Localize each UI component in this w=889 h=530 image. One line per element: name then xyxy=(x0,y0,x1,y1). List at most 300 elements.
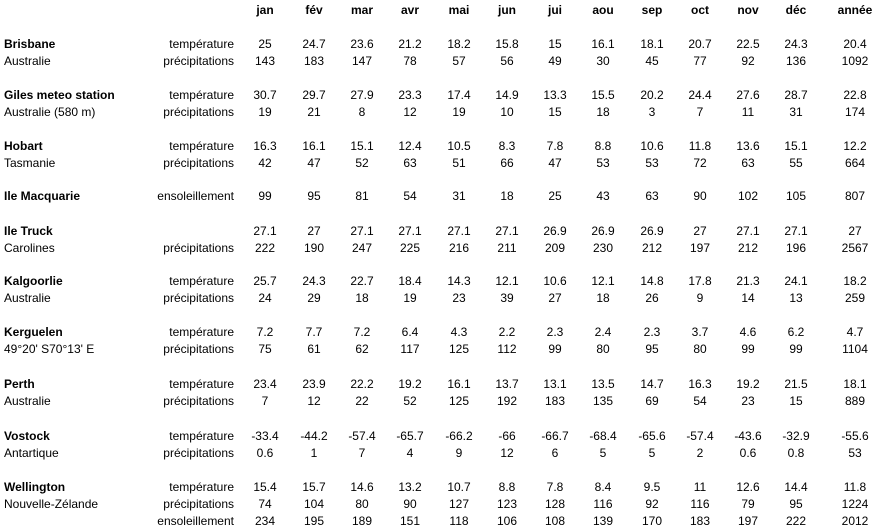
month-header: oct xyxy=(691,3,709,17)
data-cell: 54 xyxy=(693,394,707,408)
data-cell: 19 xyxy=(452,105,466,119)
data-cell: 135 xyxy=(592,394,614,408)
data-cell: 25 xyxy=(548,189,562,203)
annual-cell: 11.8 xyxy=(843,480,867,494)
data-cell: 139 xyxy=(592,514,614,528)
annual-cell: 22.8 xyxy=(843,88,867,102)
data-cell: 125 xyxy=(448,394,470,408)
month-header: aou xyxy=(592,3,614,17)
data-cell: 63 xyxy=(645,189,659,203)
data-cell: 21 xyxy=(307,105,321,119)
data-cell: 16.1 xyxy=(447,377,471,391)
data-cell: 63 xyxy=(403,156,417,170)
data-cell: -32.9 xyxy=(782,429,810,443)
data-cell: 9 xyxy=(696,291,704,305)
data-cell: 106 xyxy=(496,514,518,528)
data-cell: 18.2 xyxy=(447,37,471,51)
data-cell: 14 xyxy=(741,291,755,305)
data-cell: 27 xyxy=(548,291,562,305)
data-cell: 47 xyxy=(548,156,562,170)
data-cell: 197 xyxy=(737,514,759,528)
data-cell: 11 xyxy=(693,480,707,494)
station-subtitle: Australie (580 m) xyxy=(4,105,96,119)
station-subtitle: 49°20' S70°13' E xyxy=(4,342,95,356)
month-header: avr xyxy=(400,3,420,17)
data-cell: 31 xyxy=(452,189,466,203)
row-label: température xyxy=(169,377,234,391)
data-cell: 53 xyxy=(596,156,610,170)
row-label: ensoleillement xyxy=(157,514,234,528)
data-cell: 2 xyxy=(696,446,704,460)
data-cell: 17.4 xyxy=(447,88,471,102)
data-cell: 19 xyxy=(403,291,417,305)
data-cell: 10 xyxy=(500,105,514,119)
data-cell: 212 xyxy=(641,241,663,255)
data-cell: 5 xyxy=(599,446,607,460)
data-cell: 14.6 xyxy=(350,480,374,494)
data-cell: 45 xyxy=(645,54,659,68)
data-cell: 15 xyxy=(789,394,803,408)
data-cell: 99 xyxy=(258,189,272,203)
data-cell: 13.1 xyxy=(543,377,567,391)
data-cell: -66.2 xyxy=(445,429,473,443)
data-cell: 136 xyxy=(785,54,807,68)
annual-cell: 2012 xyxy=(841,514,869,528)
month-header: fév xyxy=(305,3,323,17)
data-cell: 63 xyxy=(741,156,755,170)
data-cell: 123 xyxy=(496,497,518,511)
data-cell: 10.7 xyxy=(447,480,471,494)
data-cell: 22 xyxy=(355,394,369,408)
data-cell: 24.1 xyxy=(784,274,808,288)
data-cell: 7 xyxy=(261,394,269,408)
data-cell: 16.1 xyxy=(591,37,615,51)
data-cell: 92 xyxy=(741,54,755,68)
data-cell: -66.7 xyxy=(541,429,569,443)
data-cell: 62 xyxy=(355,342,369,356)
data-cell: 12.1 xyxy=(495,274,519,288)
data-cell: 151 xyxy=(399,514,421,528)
data-cell: 51 xyxy=(452,156,466,170)
data-cell: 18 xyxy=(355,291,369,305)
data-cell: 43 xyxy=(596,189,610,203)
data-cell: 90 xyxy=(693,189,707,203)
data-cell: 1 xyxy=(310,446,318,460)
data-cell: 170 xyxy=(641,514,663,528)
data-cell: 8.8 xyxy=(594,139,612,153)
data-cell: 127 xyxy=(448,497,470,511)
data-cell: 24 xyxy=(258,291,272,305)
data-cell: 234 xyxy=(254,514,276,528)
data-cell: 183 xyxy=(689,514,711,528)
station-subtitle: Tasmanie xyxy=(4,156,56,170)
data-cell: 26 xyxy=(645,291,659,305)
data-cell: 79 xyxy=(741,497,755,511)
data-cell: -33.4 xyxy=(251,429,279,443)
data-cell: 23.3 xyxy=(398,88,422,102)
data-cell: 12.6 xyxy=(736,480,760,494)
data-cell: 27 xyxy=(307,224,321,238)
data-cell: 21.5 xyxy=(784,377,808,391)
data-cell: 27.1 xyxy=(495,224,519,238)
data-cell: 31 xyxy=(789,105,803,119)
station-name: Kerguelen xyxy=(4,325,63,339)
data-cell: 23.4 xyxy=(253,377,277,391)
row-label: précipitations xyxy=(163,241,234,255)
station-subtitle: Australie xyxy=(4,394,51,408)
data-cell: 56 xyxy=(500,54,514,68)
data-cell: 54 xyxy=(403,189,417,203)
data-cell: 196 xyxy=(785,241,807,255)
data-cell: 183 xyxy=(303,54,325,68)
annual-cell: 18.2 xyxy=(843,274,867,288)
data-cell: 77 xyxy=(693,54,707,68)
station-subtitle: Antartique xyxy=(4,446,59,460)
data-cell: 81 xyxy=(355,189,369,203)
data-cell: 23.6 xyxy=(350,37,374,51)
station-subtitle: Australie xyxy=(4,291,51,305)
data-cell: 24.3 xyxy=(784,37,808,51)
data-cell: 112 xyxy=(497,342,517,356)
data-cell: 3.7 xyxy=(691,325,709,339)
row-label: température xyxy=(169,88,234,102)
data-cell: 99 xyxy=(789,342,803,356)
data-cell: -57.4 xyxy=(686,429,714,443)
data-cell: 197 xyxy=(689,241,711,255)
annual-cell: 27 xyxy=(848,224,862,238)
data-cell: 128 xyxy=(544,497,566,511)
data-cell: 117 xyxy=(400,342,420,356)
year-header: année xyxy=(837,3,873,17)
data-cell: 27.1 xyxy=(350,224,374,238)
data-cell: 22.5 xyxy=(736,37,760,51)
data-cell: 12 xyxy=(403,105,417,119)
annual-cell: 807 xyxy=(844,189,866,203)
data-cell: 116 xyxy=(593,497,613,511)
data-cell: 21.2 xyxy=(398,37,422,51)
data-cell: -57.4 xyxy=(348,429,376,443)
data-cell: 15 xyxy=(548,37,562,51)
data-cell: 57 xyxy=(452,54,466,68)
row-label: température xyxy=(169,480,234,494)
data-cell: 7.8 xyxy=(546,480,564,494)
data-cell: 15.8 xyxy=(495,37,519,51)
data-cell: 7 xyxy=(358,446,366,460)
data-cell: 15.5 xyxy=(591,88,615,102)
row-label: température xyxy=(169,274,234,288)
row-label: précipitations xyxy=(163,394,234,408)
data-cell: 17.8 xyxy=(688,274,712,288)
row-label: température xyxy=(169,325,234,339)
data-cell: 75 xyxy=(258,342,272,356)
data-cell: 116 xyxy=(690,497,710,511)
station-name: Brisbane xyxy=(4,37,56,51)
data-cell: 12.1 xyxy=(591,274,615,288)
data-cell: 53 xyxy=(645,156,659,170)
data-cell: 26.9 xyxy=(640,224,664,238)
data-cell: 8.8 xyxy=(498,480,516,494)
data-cell: 211 xyxy=(497,241,517,255)
data-cell: 13.5 xyxy=(591,377,615,391)
station-name: Wellington xyxy=(4,480,66,494)
data-cell: 2.3 xyxy=(546,325,564,339)
data-cell: 13.6 xyxy=(736,139,760,153)
station-name: Ile Macquarie xyxy=(4,189,81,203)
data-cell: 15.1 xyxy=(784,139,808,153)
annual-cell: 1224 xyxy=(841,497,869,511)
annual-cell: 2567 xyxy=(841,241,869,255)
data-cell: 6.2 xyxy=(787,325,805,339)
data-cell: 102 xyxy=(737,189,759,203)
data-cell: 14.4 xyxy=(784,480,808,494)
data-cell: 69 xyxy=(645,394,659,408)
annual-cell: 20.4 xyxy=(843,37,867,51)
data-cell: 0.8 xyxy=(787,446,805,460)
data-cell: 8 xyxy=(358,105,366,119)
data-cell: 222 xyxy=(254,241,276,255)
data-cell: 147 xyxy=(351,54,373,68)
data-cell: 27.1 xyxy=(784,224,808,238)
data-cell: 7.2 xyxy=(353,325,371,339)
data-cell: 80 xyxy=(596,342,610,356)
data-cell: 14.8 xyxy=(640,274,664,288)
data-cell: 7 xyxy=(696,105,704,119)
data-cell: 14.3 xyxy=(447,274,471,288)
data-cell: 118 xyxy=(449,514,469,528)
data-cell: 12 xyxy=(307,394,321,408)
data-cell: 7.7 xyxy=(305,325,323,339)
row-label: précipitations xyxy=(163,446,234,460)
data-cell: 27.1 xyxy=(398,224,422,238)
data-cell: 16.3 xyxy=(688,377,712,391)
data-cell: 18 xyxy=(596,105,610,119)
data-cell: 192 xyxy=(496,394,518,408)
data-cell: 9 xyxy=(455,446,463,460)
month-header: jun xyxy=(498,3,516,17)
data-cell: 16.1 xyxy=(302,139,326,153)
month-header: déc xyxy=(785,3,807,17)
data-cell: 190 xyxy=(303,241,325,255)
data-cell: 195 xyxy=(303,514,325,528)
annual-cell: 53 xyxy=(848,446,862,460)
data-cell: 27.6 xyxy=(736,88,760,102)
month-header: jui xyxy=(548,3,562,17)
data-cell: 7.2 xyxy=(256,325,274,339)
data-cell: 23 xyxy=(741,394,755,408)
annual-cell: 12.2 xyxy=(843,139,867,153)
data-cell: 30 xyxy=(596,54,610,68)
data-cell: 72 xyxy=(693,156,707,170)
data-cell: 108 xyxy=(544,514,566,528)
data-cell: 19.2 xyxy=(398,377,422,391)
data-cell: 18.1 xyxy=(640,37,664,51)
data-cell: 52 xyxy=(355,156,369,170)
data-cell: 29.7 xyxy=(302,88,326,102)
data-cell: 55 xyxy=(789,156,803,170)
data-cell: 14.7 xyxy=(640,377,664,391)
month-header: mar xyxy=(350,3,373,17)
data-cell: 105 xyxy=(785,189,807,203)
data-cell: 22.2 xyxy=(350,377,374,391)
data-cell: 0.6 xyxy=(739,446,757,460)
month-header: sep xyxy=(641,3,663,17)
station-name: Ile Truck xyxy=(4,224,53,238)
month-header: jan xyxy=(256,3,274,17)
data-cell: 216 xyxy=(448,241,470,255)
data-cell: 23.9 xyxy=(302,377,326,391)
row-label: précipitations xyxy=(163,54,234,68)
data-cell: 2.3 xyxy=(643,325,661,339)
data-cell: 18.4 xyxy=(398,274,422,288)
data-cell: 19.2 xyxy=(736,377,760,391)
annual-cell: 889 xyxy=(844,394,866,408)
data-cell: 247 xyxy=(351,241,373,255)
data-cell: 10.5 xyxy=(447,139,471,153)
data-cell: 10.6 xyxy=(640,139,664,153)
data-cell: 27 xyxy=(693,224,707,238)
data-cell: 6.4 xyxy=(401,325,419,339)
annual-cell: 174 xyxy=(844,105,866,119)
data-cell: 12 xyxy=(500,446,514,460)
station-subtitle: Australie xyxy=(4,54,51,68)
data-cell: 7.8 xyxy=(546,139,564,153)
data-cell: 15 xyxy=(548,105,562,119)
row-label: température xyxy=(169,37,234,51)
data-cell: 209 xyxy=(544,241,566,255)
data-cell: 222 xyxy=(785,514,807,528)
row-label: précipitations xyxy=(163,291,234,305)
data-cell: 26.9 xyxy=(543,224,567,238)
data-cell: 47 xyxy=(307,156,321,170)
row-label: précipitations xyxy=(163,105,234,119)
data-cell: 27.9 xyxy=(350,88,374,102)
data-cell: 74 xyxy=(258,497,272,511)
data-cell: 99 xyxy=(741,342,755,356)
data-cell: 25.7 xyxy=(253,274,277,288)
data-cell: 28.7 xyxy=(784,88,808,102)
row-label: précipitations xyxy=(163,342,234,356)
data-cell: 95 xyxy=(307,189,321,203)
data-cell: 230 xyxy=(592,241,614,255)
month-header: mai xyxy=(448,3,470,17)
data-cell: 189 xyxy=(351,514,373,528)
data-cell: 2.2 xyxy=(498,325,516,339)
data-cell: 92 xyxy=(645,497,659,511)
data-cell: 42 xyxy=(258,156,272,170)
data-cell: 104 xyxy=(303,497,325,511)
station-subtitle: Nouvelle-Zélande xyxy=(4,497,99,511)
data-cell: 66 xyxy=(500,156,514,170)
data-cell: 13.7 xyxy=(495,377,519,391)
data-cell: 27.1 xyxy=(736,224,760,238)
data-cell: 27.1 xyxy=(447,224,471,238)
data-cell: 99 xyxy=(548,342,562,356)
data-cell: 212 xyxy=(737,241,759,255)
data-cell: 21.3 xyxy=(736,274,760,288)
data-cell: 24.7 xyxy=(302,37,326,51)
data-cell: 3 xyxy=(648,105,656,119)
data-cell: 13.3 xyxy=(543,88,567,102)
data-cell: 10.6 xyxy=(543,274,567,288)
data-cell: 16.3 xyxy=(253,139,277,153)
annual-cell: 1104 xyxy=(842,342,868,356)
data-cell: 0.6 xyxy=(256,446,274,460)
data-cell: 90 xyxy=(403,497,417,511)
data-cell: 8.4 xyxy=(594,480,612,494)
annual-cell: 1092 xyxy=(841,54,869,68)
data-cell: 18 xyxy=(500,189,514,203)
data-cell: 225 xyxy=(399,241,421,255)
data-cell: 20.2 xyxy=(640,88,664,102)
data-cell: 11 xyxy=(741,105,755,119)
data-cell: 24.3 xyxy=(302,274,326,288)
annual-cell: 259 xyxy=(844,291,866,305)
data-cell: 95 xyxy=(645,342,659,356)
data-cell: 49 xyxy=(548,54,562,68)
data-cell: 15.4 xyxy=(253,480,277,494)
data-cell: 23 xyxy=(452,291,466,305)
data-cell: -65.6 xyxy=(638,429,666,443)
data-cell: 25 xyxy=(258,37,272,51)
data-cell: 2.4 xyxy=(594,325,612,339)
data-cell: 143 xyxy=(254,54,276,68)
data-cell: 19 xyxy=(258,105,272,119)
data-cell: 12.4 xyxy=(398,139,422,153)
data-cell: 183 xyxy=(544,394,566,408)
data-cell: 52 xyxy=(403,394,417,408)
data-cell: 80 xyxy=(693,342,707,356)
data-cell: -68.4 xyxy=(589,429,617,443)
data-cell: -43.6 xyxy=(734,429,762,443)
data-cell: 80 xyxy=(355,497,369,511)
data-cell: 13.2 xyxy=(398,480,422,494)
data-cell: 4.3 xyxy=(450,325,468,339)
station-name: Hobart xyxy=(4,139,43,153)
data-cell: -66 xyxy=(498,429,516,443)
row-label: précipitations xyxy=(163,156,234,170)
data-cell: 15.1 xyxy=(350,139,374,153)
data-cell: 15.7 xyxy=(302,480,326,494)
month-header: nov xyxy=(737,3,759,17)
data-cell: 14.9 xyxy=(495,88,519,102)
data-cell: 4.6 xyxy=(739,325,757,339)
data-cell: 78 xyxy=(403,54,417,68)
data-cell: 125 xyxy=(448,342,470,356)
data-cell: 5 xyxy=(648,446,656,460)
data-cell: 6 xyxy=(551,446,559,460)
data-cell: 26.9 xyxy=(591,224,615,238)
data-cell: 8.3 xyxy=(498,139,516,153)
row-label: température xyxy=(169,139,234,153)
station-name: Kalgoorlie xyxy=(4,274,63,288)
data-cell: -44.2 xyxy=(300,429,328,443)
data-cell: 39 xyxy=(500,291,514,305)
data-cell: 22.7 xyxy=(350,274,374,288)
data-cell: 61 xyxy=(307,342,321,356)
data-cell: 13 xyxy=(789,291,803,305)
annual-cell: 18.1 xyxy=(843,377,867,391)
row-label: précipitations xyxy=(163,497,234,511)
annual-cell: -55.6 xyxy=(841,429,869,443)
data-cell: 95 xyxy=(789,497,803,511)
data-cell: 9.5 xyxy=(643,480,661,494)
data-cell: 4 xyxy=(406,446,414,460)
annual-cell: 4.7 xyxy=(846,325,864,339)
data-cell: 24.4 xyxy=(688,88,712,102)
data-cell: 20.7 xyxy=(688,37,712,51)
annual-cell: 664 xyxy=(844,156,866,170)
station-subtitle: Carolines xyxy=(4,241,55,255)
